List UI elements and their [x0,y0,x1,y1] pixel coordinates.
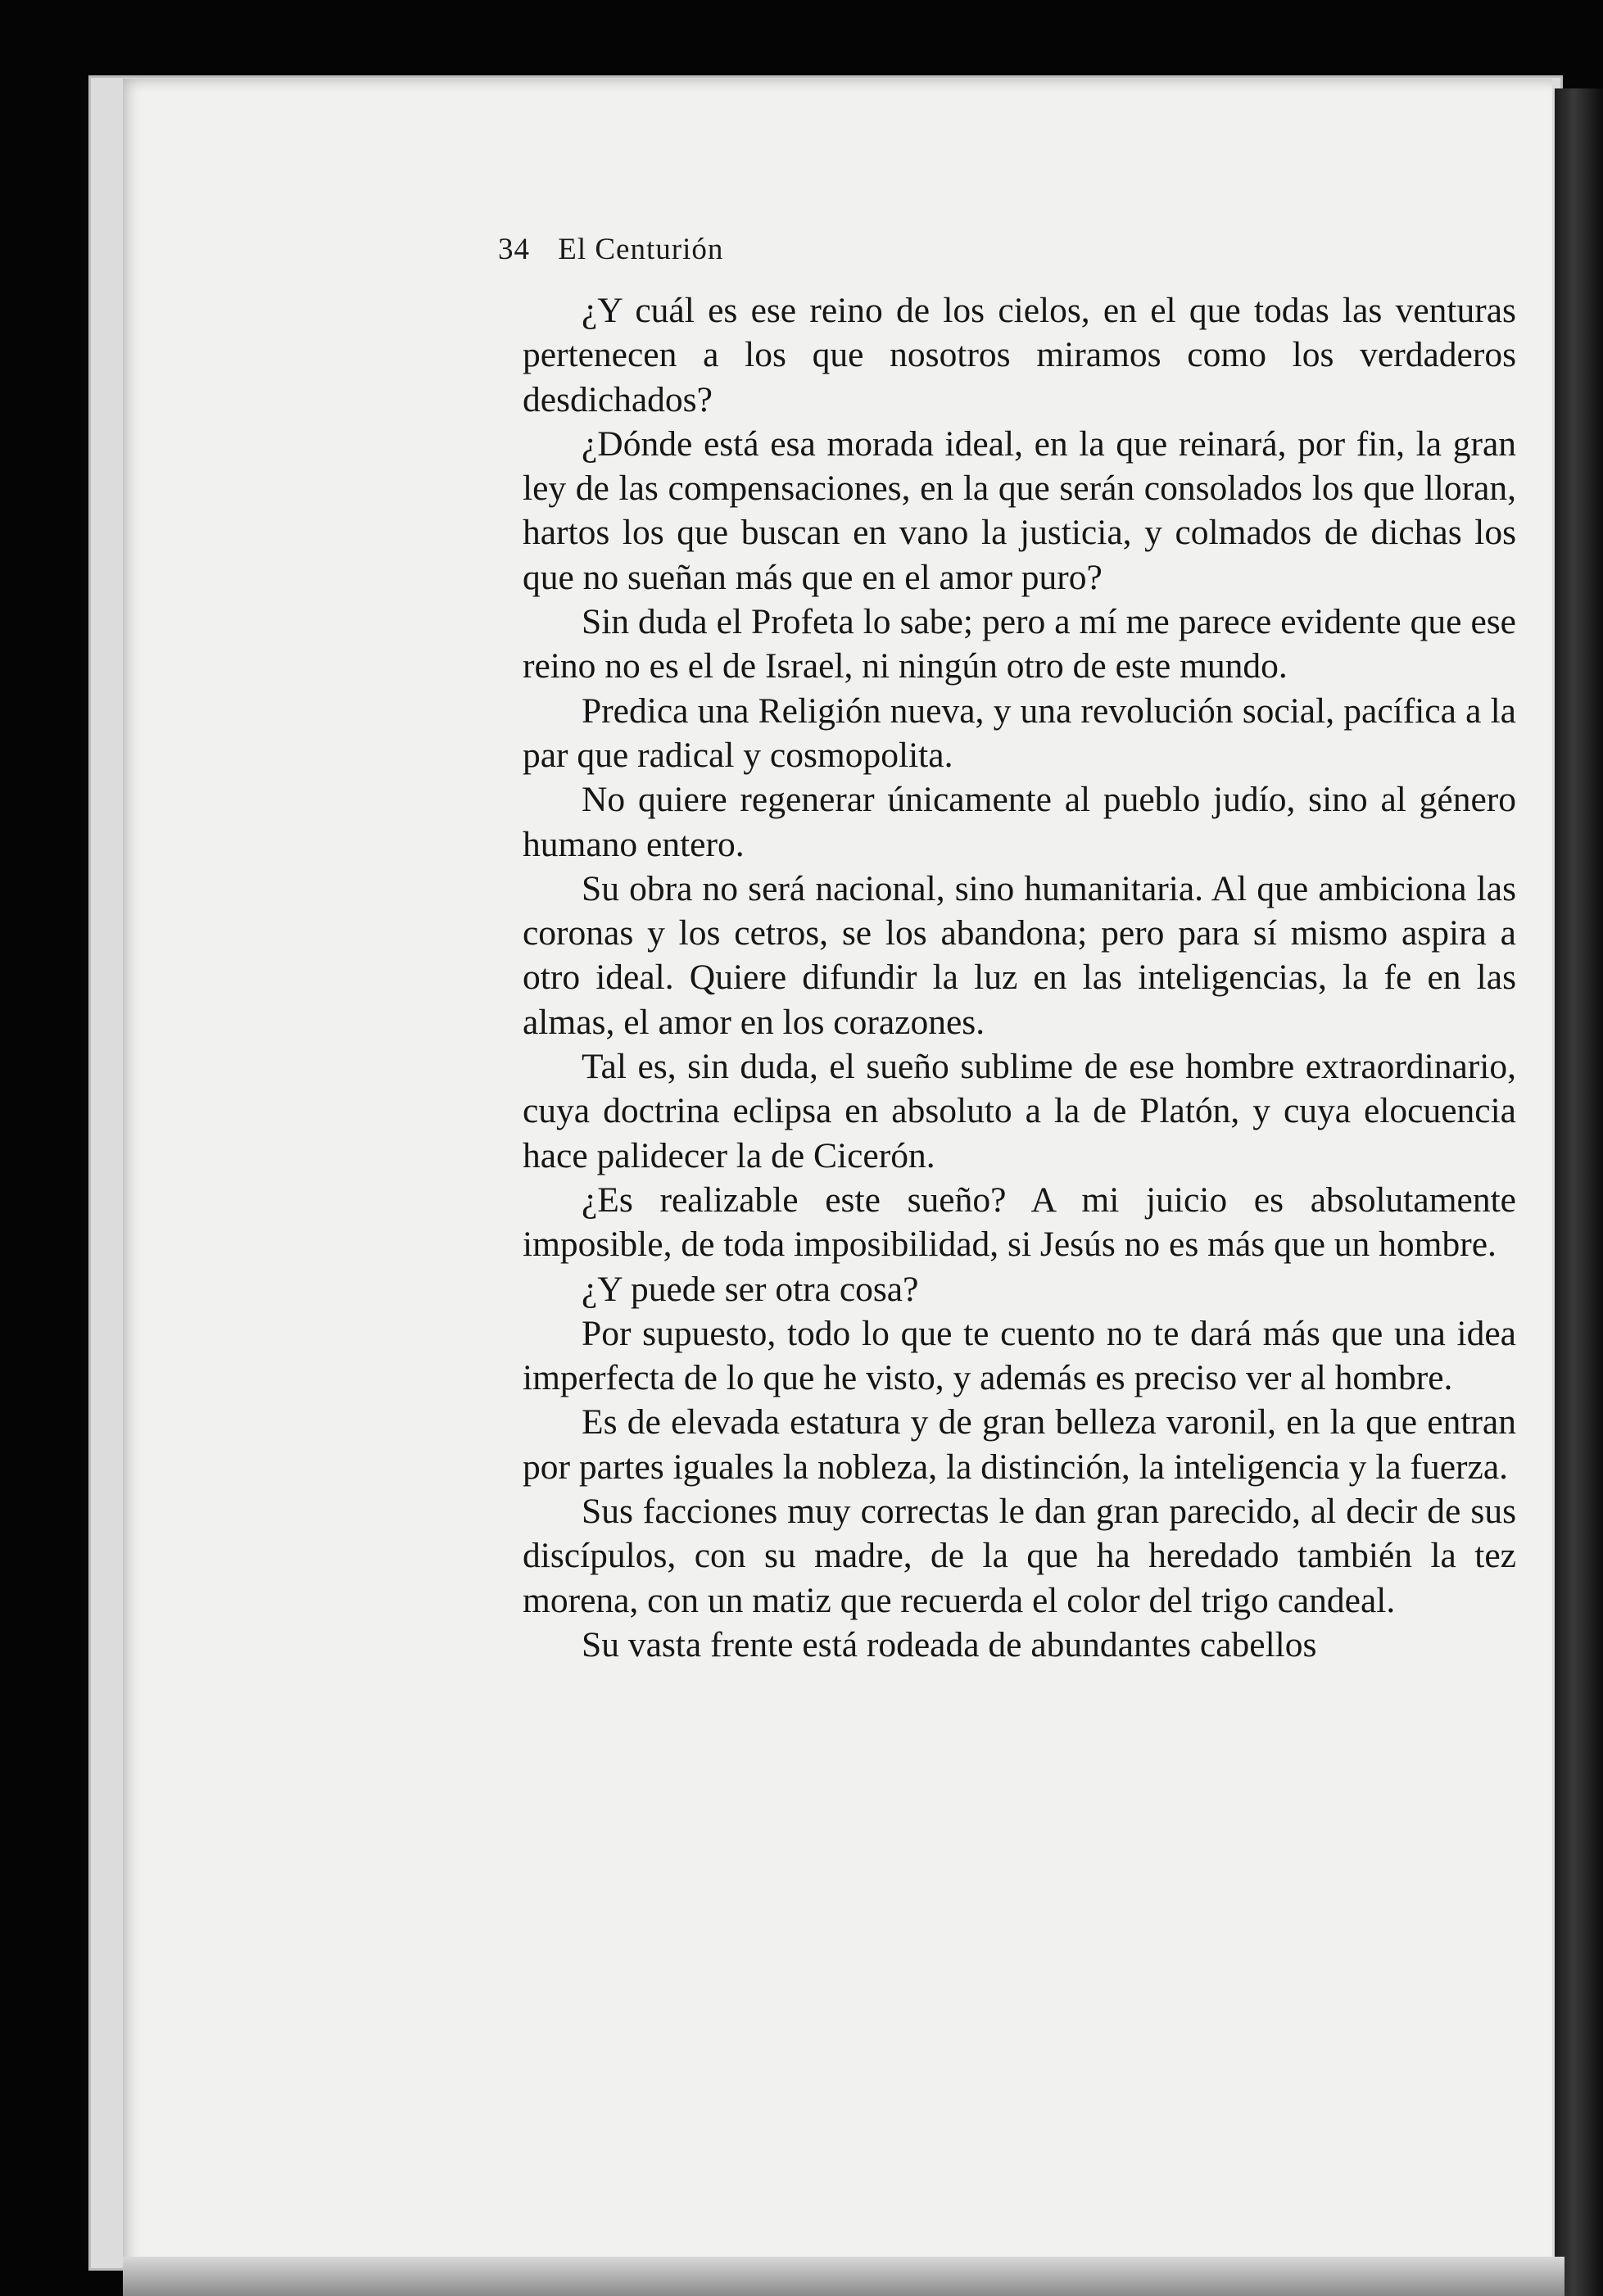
paragraph: Su vasta frente está rodeada de abundantes cabellos [582,1624,1317,1664]
paragraph: Es de elevada estatura y de gran belleza varonil, en la que entran por partes iguales la nobleza, la distinción, la inteligencia y la fuerza. [523,1402,1516,1487]
paragraph: ¿Es realizable este sueño? A mi juicio es absolutamente imposible, de toda imposibilidad, si Jesús no es más que un hombre. [523,1180,1516,1265]
book-title: El Centurión [558,233,724,266]
paragraph: Sin duda el Profeta lo sabe; pero a mí me parece evidente que ese reino no es el de Israel, ni ningún otro de este mundo. [523,602,1516,686]
paragraph: ¿Dónde está esa morada ideal, en la que reinará, por fin, la gran ley de las compensaciones, en la que serán consolados los que lloran, hartos los que buscan en vano la justicia, y colmados de dichas los que no sueñan más que en el amor puro? [523,423,1516,597]
paragraph: No quiere regenerar únicamente al pueblo judío, sino al género humano entero. [523,780,1516,864]
paragraph: ¿Y puede ser otra cosa? [582,1269,919,1309]
page-right-edge-shadow [1555,88,1603,2296]
paragraph: Sus facciones muy correctas le dan gran parecido, al decir de sus discípulos, con su madre, de la que ha heredado también la tez morena, con un matiz que recuerda el color del trigo candeal. [523,1492,1516,1620]
page-bottom-edge [123,2257,1565,2296]
running-head [498,232,723,267]
paragraph: Su obra no será nacional, sino humanitaria. Al que ambiciona las coronas y los cetros, se los abandona; pero para sí mismo aspira a otro ideal. Quiere difundir la luz en las inteligencias, la fe en las almas, el amor en los corazones. [523,868,1516,1042]
page-number: 34 [498,233,530,266]
paragraph: Tal es, sin duda, el sueño sublime de ese hombre extraordinario, cuya doctrina eclipsa en absoluto a la de Platón, y cuya elocuencia hace palidecer la de Cicerón. [523,1047,1516,1175]
paragraph: Por supuesto, todo lo que te cuento no te dará más que una idea imperfecta de lo que he visto, y además es preciso ver al hombre. [523,1313,1516,1398]
paragraph: ¿Y cuál es ese reino de los cielos, en el que todas las venturas pertenecen a los que nosotros miramos como los verdaderos desdichados? [523,291,1516,419]
paragraph: Predica una Religión nueva, y una revolución social, pacífica a la par que radical y cosmopolita. [523,691,1516,775]
body-text [523,288,1516,1667]
